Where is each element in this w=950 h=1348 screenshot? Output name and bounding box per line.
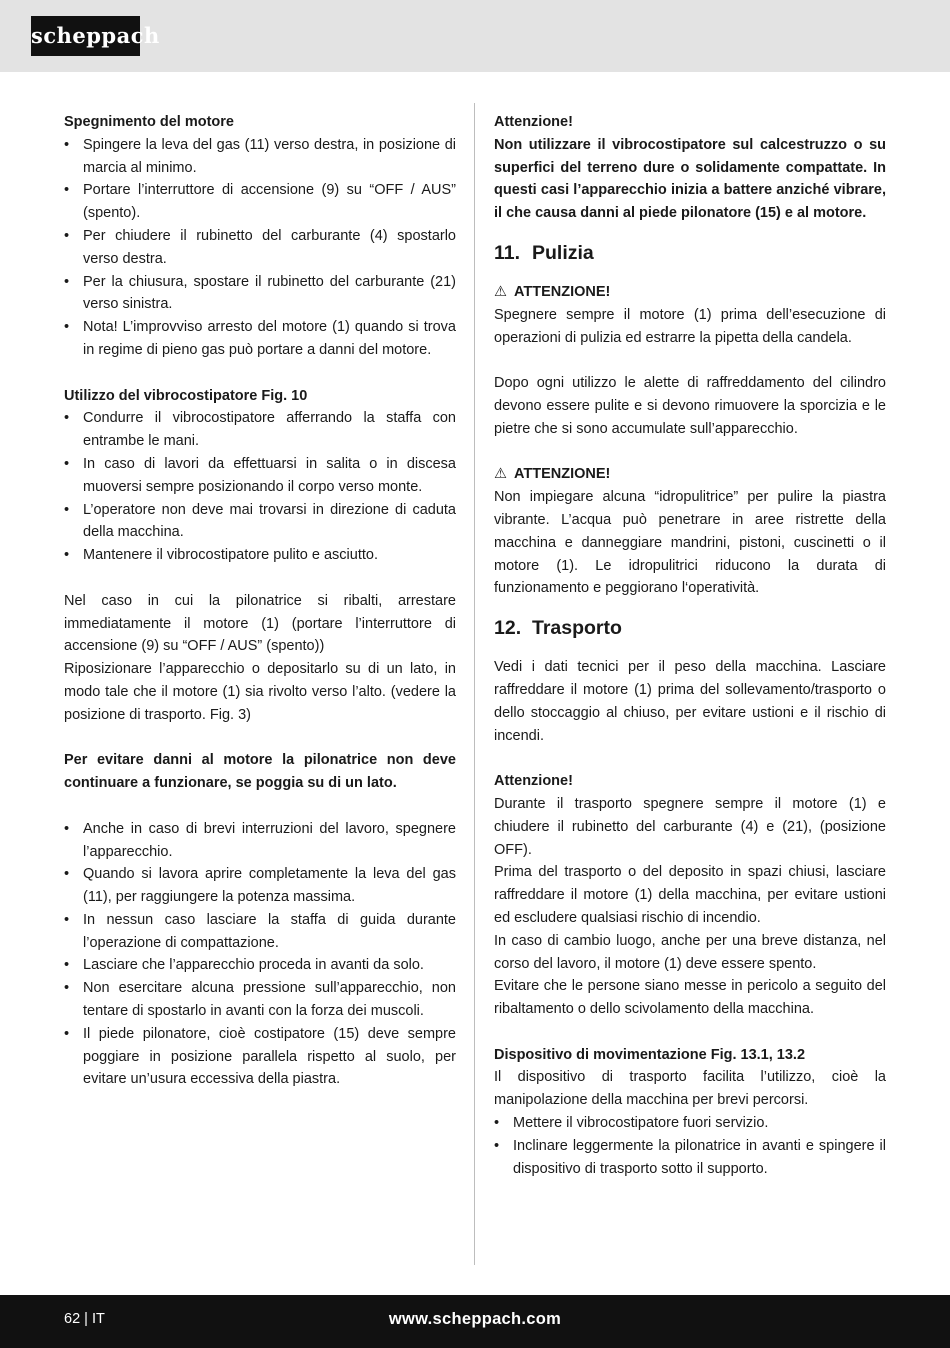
transport-paragraph: Vedi i dati tecnici per il peso della macchina. Lasciare raffreddare il motore (1) prima del sollevamento/trasporto o dello stoccaggio al chiuso, per evitare ustioni e il rischio di incendi.: [494, 659, 886, 744]
usage-list: [64, 407, 456, 567]
list-item: • Mettere il vibrocostipatore fuori servizio.: [494, 1112, 886, 1135]
list-item: • Per la chiusura, spostare il rubinetto del carburante (21) verso sinistra.: [64, 271, 456, 317]
list-item: • Inclinare leggermente la pilonatrice in avanti e spingere il dispositivo di trasporto sotto il supporto.: [494, 1135, 886, 1181]
cleaning-paragraph: Dopo ogni utilizzo le alette di raffreddamento del cilindro devono essere pulite e si devono rimuovere la sporcizia e le pietre che si sono accumulate sull’apparecchio.: [494, 375, 886, 437]
website-link[interactable]: www.scheppach.com: [388, 1310, 562, 1328]
list-item: • Il piede pilonatore, cioè costipatore (15) deve sempre poggiare in posizione parallela rispetto al suolo, per evitare un’usura eccessiva della piastra.: [64, 1023, 456, 1091]
list-item: • Spingere la leva del gas (11) verso destra, in posizione di marcia al minimo.: [64, 134, 456, 180]
transport-attention-text: Evitare che le persone siano messe in pericolo a seguito del ribaltamento o dello scivolamento della macchina.: [494, 978, 886, 1018]
attention-text: Non utilizzare il vibrocostipatore sul calcestruzzo o su superfici del terreno dure o solidamente compattate. In questi casi l’apparecchio inizia a battere anziché vibrare, il che causa danni al piede pilonatore (15) e al motore.: [494, 136, 886, 222]
section-title: Pulizia: [532, 241, 594, 264]
list-item: • Per chiudere il rubinetto del carburante (4) spostarlo verso destra.: [64, 225, 456, 271]
section-heading-cleaning: [494, 239, 886, 267]
operation-tips-list: [64, 818, 456, 1092]
transport-attention-text: In caso di cambio luogo, anche per una breve distanza, nel corso del lavoro, il motore (1) deve essere spento.: [494, 932, 886, 972]
right-column: [494, 111, 886, 1180]
brand-logo: [31, 16, 160, 56]
list-item: • In nessun caso lasciare la staffa di guida durante l’operazione di compattazione.: [64, 909, 456, 955]
list-item: • Quando si lavora aprire completamente la leva del gas (11), per raggiungere la potenza massima.: [64, 863, 456, 909]
list-item: • Nota! L’improvviso arresto del motore (1) quando si trova in regime di pieno gas può portare a danni del motore.: [64, 316, 456, 362]
warning-triangle-icon: ⚠: [494, 283, 507, 300]
list-item: • L’operatore non deve mai trovarsi in direzione di caduta della macchina.: [64, 499, 456, 545]
attention-label: Attenzione!: [494, 114, 573, 130]
warning-label: ⚠ ATTENZIONE!: [494, 463, 886, 486]
warning-text: Non impiegare alcuna “idropulitrice” per pulire la piastra vibrante. L’acqua può penetrare in aree ristrette della macchina e danneggiare mandrini, pistoni, cuscinetti o il motore (1). Le idropulitrici riducono la durata di funzionamento e peggiorano l‘operatività.: [494, 489, 886, 597]
section-heading-transport: [494, 614, 886, 642]
transport-attention-text: Durante il trasporto spegnere sempre il motore (1) e chiudere il rubinetto del carburante (4) e (21), (posizione OFF).: [494, 795, 886, 858]
device-text: Il dispositivo di trasporto facilita l’utilizzo, cioè la manipolazione della macchina per brevi percorsi.: [494, 1069, 886, 1109]
list-item: • Mantenere il vibrocostipatore pulito e asciutto.: [64, 544, 456, 567]
section-number: 11.: [494, 241, 521, 264]
engine-stop-heading: Spegnimento del motore: [64, 114, 234, 130]
brand-logo-text: scheppach: [31, 23, 160, 48]
list-item: • Lasciare che l’apparecchio proceda in avanti da solo.: [64, 954, 456, 977]
engine-stop-list: [64, 134, 456, 362]
list-item: • Non esercitare alcuna pressione sull’apparecchio, non tentare di spostarlo in avanti con la forza dei muscoli.: [64, 977, 456, 1023]
list-item: • In caso di lavori da effettuarsi in salita o in discesa muoversi sempre posizionando il corpo verso monte.: [64, 453, 456, 499]
device-list: [494, 1112, 886, 1180]
usage-heading: Utilizzo del vibrocostipatore Fig. 10: [64, 387, 308, 404]
list-item: • Anche in caso di brevi interruzioni del lavoro, spegnere l’apparecchio.: [64, 818, 456, 864]
left-column: [64, 111, 456, 1091]
page-footer: [0, 1295, 950, 1348]
warning-label: ⚠ ATTENZIONE!: [494, 281, 886, 304]
section-title: Trasporto: [532, 617, 622, 640]
section-number: 12.: [494, 617, 522, 640]
engine-damage-warning: Per evitare danni al motore la pilonatrice non deve continuare a funzionare, se poggia su di un lato.: [64, 752, 456, 792]
transport-attention-text: Prima del trasporto o del deposito in spazi chiusi, lasciare raffreddare il motore (1) della macchina, per evitare ustioni ed escludere qualsiasi rischio di incendio.: [494, 864, 886, 926]
column-divider: [474, 103, 475, 1265]
page-header: [0, 0, 950, 72]
tipover-paragraph: Nel caso in cui la pilonatrice si ribalti, arrestare immediatamente il motore (1) (portare l’interruttore di accensione (9) su “OFF / AUS” (spento)): [64, 592, 456, 655]
reposition-paragraph: Riposizionare l’apparecchio o depositarlo su di un lato, in modo tale che il motore (1) sia rivolto verso l’alto. (vedere la posizione di trasporto. Fig. 3): [64, 661, 456, 723]
list-item: • Portare l’interruttore di accensione (9) su “OFF / AUS” (spento).: [64, 179, 456, 225]
warning-triangle-icon: ⚠: [494, 466, 507, 483]
list-item: • Condurre il vibrocostipatore afferrando la staffa con entrambe le mani.: [64, 407, 456, 453]
device-heading: Dispositivo di movimentazione Fig. 13.1, 13.2: [494, 1046, 806, 1063]
page-number: 62 | IT: [64, 1311, 105, 1327]
attention-label: Attenzione!: [494, 773, 573, 790]
warning-text: Spegnere sempre il motore (1) prima dell’esecuzione di operazioni di pulizia ed estrarre la pipetta della candela.: [494, 306, 886, 346]
